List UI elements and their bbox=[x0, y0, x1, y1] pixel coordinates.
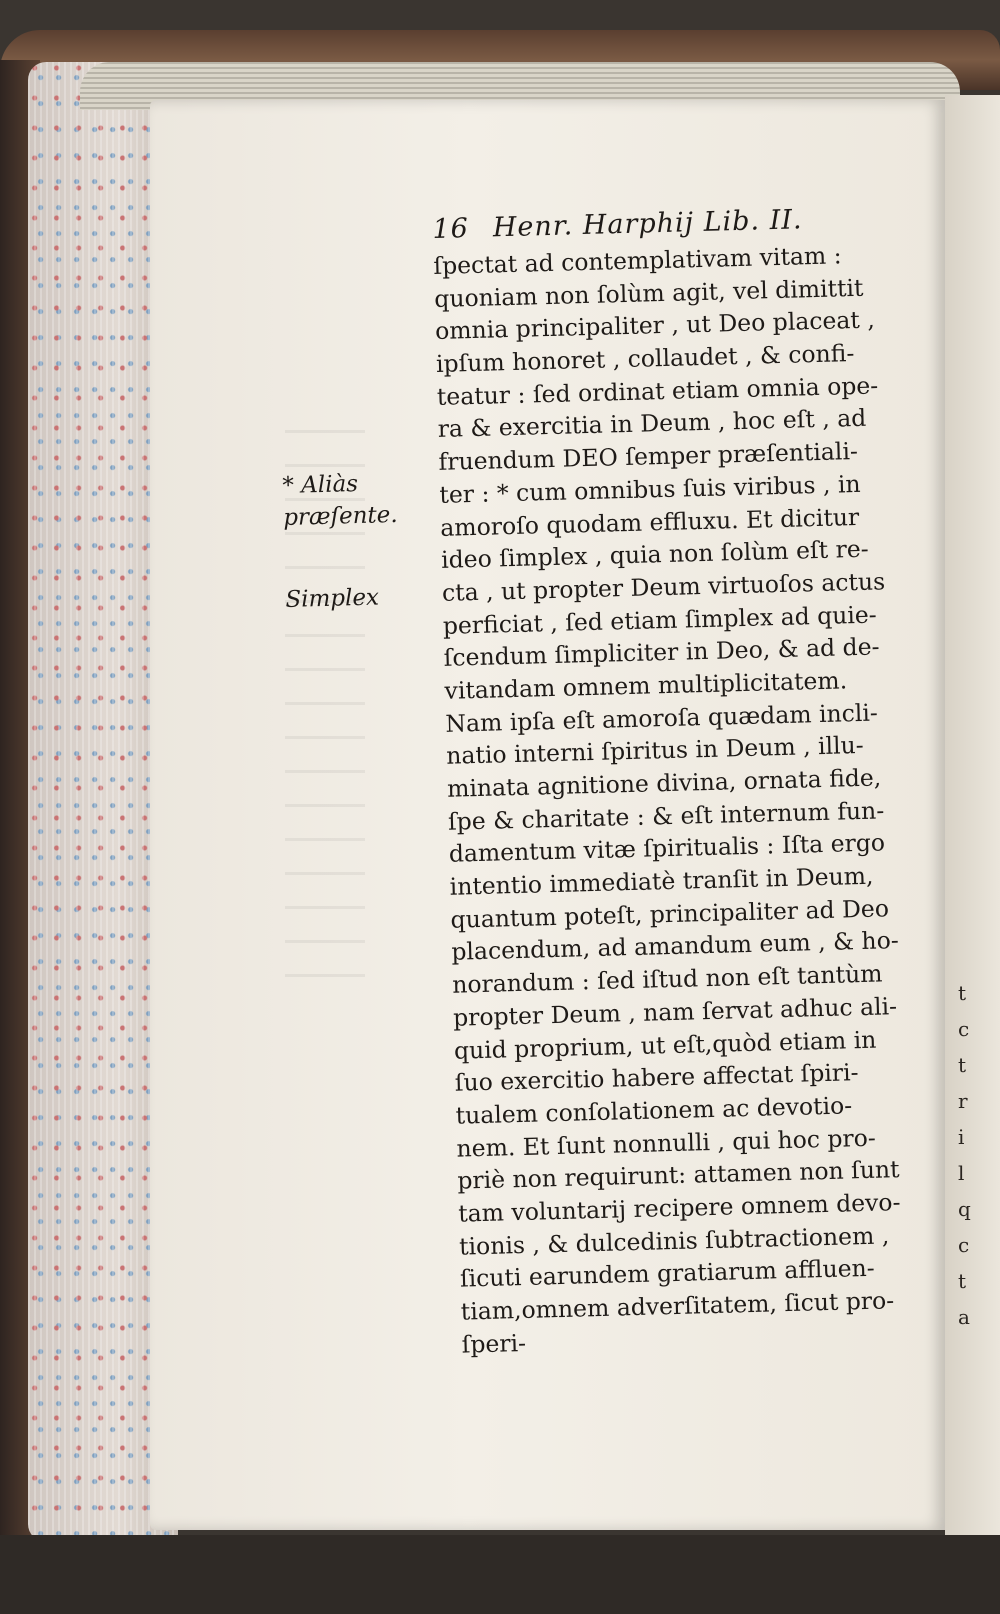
facing-page-letter: q bbox=[958, 1197, 971, 1221]
main-text-block bbox=[432, 196, 982, 1361]
text-line: tualem conſolationem ac devotio- bbox=[455, 1091, 853, 1130]
margin-note-alias-line: præſente. bbox=[282, 501, 399, 531]
text-line: norandum : ſed iſtud non eſt tantùm bbox=[451, 959, 883, 999]
text-line: natio interni ſpiritus in Deum , illu- bbox=[445, 731, 865, 771]
facing-page-letter: t bbox=[958, 1269, 967, 1293]
text-line: quid proprium, ut eſt,quòd etiam in bbox=[453, 1025, 877, 1065]
text-line: minata agnitione divina, ornata fide, bbox=[446, 763, 882, 803]
text-line: quantum poteſt, principaliter ad Deo bbox=[450, 894, 890, 934]
facing-page-letter: r bbox=[958, 1089, 968, 1113]
body-text bbox=[433, 236, 982, 1361]
text-line: ipſum honoret , collaudet , & confi- bbox=[435, 339, 855, 379]
text-line: ra & exercitia in Deum , hoc eſt , ad bbox=[437, 404, 867, 444]
text-line: perficiat , ſed etiam ſimplex ad quie- bbox=[442, 600, 878, 640]
facing-page-letter: c bbox=[958, 1017, 970, 1041]
text-line: ſpe & charitate : & eſt internum fun- bbox=[447, 796, 885, 836]
text-line: tionis , & dulcedinis ſubtractionem , bbox=[458, 1221, 890, 1261]
text-line: fruendum DEO ſemper præſentiali- bbox=[438, 437, 859, 477]
facing-page-letter: a bbox=[958, 1305, 970, 1329]
text-line: Nam ipſa eſt amoroſa quædam incli- bbox=[445, 698, 879, 738]
text-line: placendum, ad amandum eum , & ho- bbox=[451, 926, 900, 967]
facing-page-letter: t bbox=[958, 1053, 967, 1077]
text-line: ſcendum ſimpliciter in Deo, & ad de- bbox=[443, 632, 880, 673]
facing-page-letters bbox=[958, 975, 978, 1335]
facing-page-letter: t bbox=[958, 981, 967, 1005]
text-line: ſuo exercitio habere affectat ſpiri- bbox=[454, 1058, 859, 1097]
text-line: propter Deum , nam ſervat adhuc ali- bbox=[452, 991, 898, 1032]
text-line: priè non requirunt: attamen non ſunt bbox=[457, 1155, 900, 1195]
text-line: amoroſo quodam effluxu. Et dicitur bbox=[439, 502, 860, 542]
text-line: vitandam omnem multiplicitatem. bbox=[444, 666, 848, 705]
text-line: quoniam non ſolùm agit, vel dimittit bbox=[433, 273, 864, 313]
text-line: ſpectat ad contemplativam vitam : bbox=[433, 241, 842, 280]
margin-note-simplex: Simplex bbox=[285, 584, 380, 613]
margin-note-alias bbox=[282, 466, 434, 534]
text-line: ideo ſimplex , quia non ſolùm eſt re- bbox=[440, 534, 870, 575]
text-line: omnia principaliter , ut Deo placeat , bbox=[434, 305, 876, 346]
facing-page-letter: c bbox=[958, 1233, 970, 1257]
facing-page-letter: l bbox=[958, 1161, 965, 1185]
running-title: Henr. Harphij Lib. II. bbox=[492, 204, 803, 244]
text-line: ſicuti earundem gratiarum affluen- bbox=[459, 1254, 876, 1293]
text-line: tam voluntarij recipere omnem devo- bbox=[457, 1188, 901, 1228]
text-line: tiam,omnem adverſitatem, ſicut pro- bbox=[460, 1286, 895, 1326]
facing-page-letter: i bbox=[958, 1125, 965, 1149]
margin-note-alias-line: * Aliàs bbox=[282, 471, 359, 499]
text-line: ſperi- bbox=[461, 1328, 527, 1359]
margin-notes bbox=[282, 466, 436, 616]
text-line: intentio immediatè tranſit in Deum, bbox=[449, 861, 874, 901]
background-bottom bbox=[0, 1535, 1000, 1614]
page-number: 16 bbox=[432, 213, 470, 245]
text-line: nem. Et ſunt nonnulli , qui hoc pro- bbox=[456, 1123, 877, 1163]
text-line: teatur : ſed ordinat etiam omnia ope- bbox=[436, 371, 879, 411]
text-line: ter : * cum omnibus ſuis viribus , in bbox=[439, 469, 861, 509]
text-line: cta , ut propter Deum virtuoſos actus bbox=[441, 567, 886, 607]
text-line: damentum vitæ ſpiritualis : Iſta ergo bbox=[448, 828, 886, 869]
